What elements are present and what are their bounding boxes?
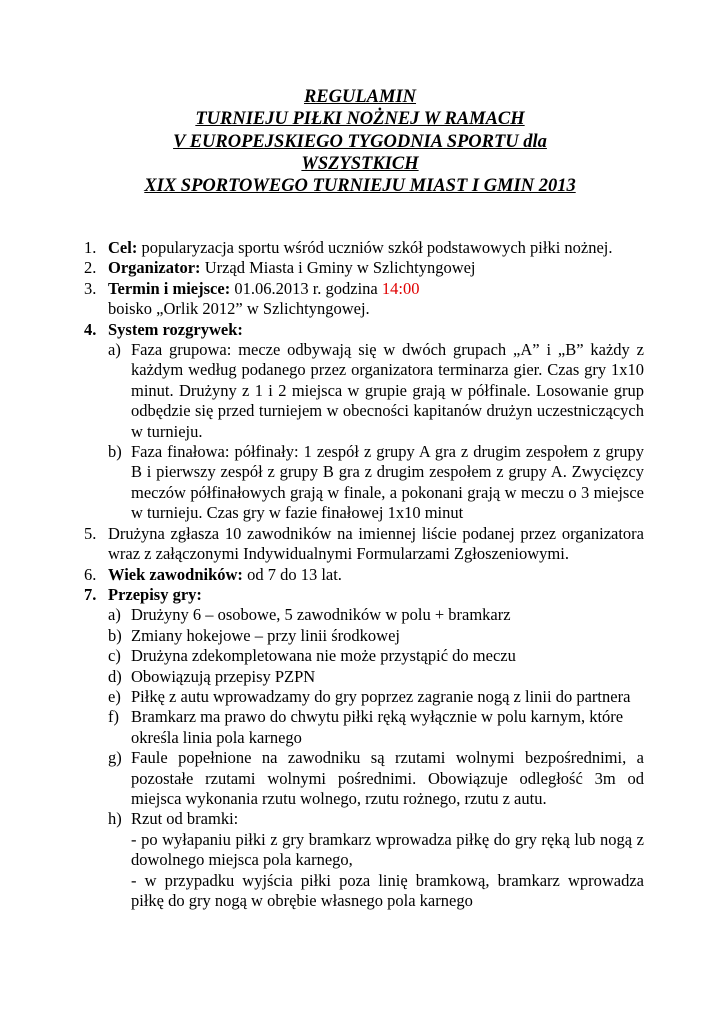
sub-item-text: Drużyna zdekompletowana nie może przystąpić do meczu <box>131 646 516 666</box>
title-line-2: TURNIEJU PIŁKI NOŻNEJ W RAMACH <box>195 109 525 130</box>
sub-item-fouls <box>108 748 644 809</box>
item-label: Przepisy gry: <box>108 584 202 604</box>
item-text: Urząd Miasta i Gminy w Szlichtyngowej <box>200 258 476 278</box>
item-number: 1. <box>84 238 97 257</box>
document-title <box>90 86 630 197</box>
title-line-3: V EUROPEJSKIEGO TYGODNIA SPORTU dla <box>173 131 547 152</box>
list-item-team-registration <box>84 524 644 565</box>
title-line-5: XIX SPORTOWEGO TURNIEJU MIAST I GMIN 2013 <box>144 176 576 197</box>
sub-item-letter: b) <box>108 442 122 462</box>
goal-kick-point-2: - w przypadku wyjścia piłki poza linię bramkową, bramkarz wprowadza piłkę do gry nogą w obrębie własnego pola karnego <box>131 870 644 910</box>
item-text: od 7 do 13 lat. <box>242 564 342 584</box>
sub-item-group-phase <box>108 340 644 442</box>
sub-item-final-phase <box>108 442 644 524</box>
sub-item-text: Drużyny 6 – osobowe, 5 zawodników w polu + bramkarz <box>131 605 511 625</box>
sub-item-pzpn-rules <box>108 667 644 687</box>
item-number: 6. <box>84 564 97 584</box>
sub-item-letter: b) <box>108 625 122 645</box>
sub-item-incomplete-team <box>108 646 644 666</box>
sub-item-substitutions <box>108 626 644 646</box>
list-item-organizer <box>84 258 644 278</box>
item-label: Organizator: <box>108 258 201 278</box>
item-text: Drużyna zgłasza 10 zawodników na imiennej liście podanej przez organizatora wraz z załączonymi Indywidualnymi Formularzami Zgłoszeniowymi. <box>108 523 644 564</box>
venue-text: boisko „Orlik 2012” w Szlichtyngowej. <box>108 299 370 319</box>
list-item-game-rules <box>84 585 644 912</box>
title-line-1: REGULAMIN <box>303 87 417 107</box>
start-time: 14:00 <box>381 278 420 298</box>
item-number: 4. <box>84 319 97 339</box>
item-text: 01.06.2013 r. godzina <box>230 278 382 298</box>
item-number: 2. <box>84 258 97 278</box>
sub-item-team-size <box>108 605 644 625</box>
title-line-4: WSZYSTKICH <box>301 153 419 174</box>
sub-item-letter: e) <box>108 686 121 706</box>
sub-item-letter: c) <box>108 646 121 666</box>
sub-item-letter: a) <box>108 605 121 625</box>
item-number: 7. <box>84 584 97 604</box>
goal-kick-point-1: - po wyłapaniu piłki z gry bramkarz wprowadza piłkę do gry ręką lub nogą z dowolnego miejsca pola karnego, <box>131 829 644 870</box>
sub-item-text: Faza finałowa: półfinały: 1 zespół z grupy A gra z drugim zespołem z grupy B i pierwszy zespół z grupy B gra z drugim zespołem z grupy A. Zwycięzcy meczów półfinałowych grają w finale, a pokonani grają w meczu o 3 miejsce w turnieju. Czas gry w fazie finałowej 1x10 minut <box>131 442 644 523</box>
sub-item-text: Faza grupowa: mecze odbywają się w dwóch grupach „A” i „B” każdy z każdym według podanego przez organizatora terminarza gier. Czas gry 1x10 minut. Drużyny z 1 i 2 miejsca w grupie grają w półfinale. Losowanie grup odbędzie się przed turniejem w obecności kapitanów drużyn uczestniczących w turnieju. <box>131 340 644 441</box>
regulation-list <box>84 238 644 911</box>
sub-item-goal-kick <box>108 809 644 911</box>
list-item-goal <box>84 238 644 258</box>
sub-item-text: Bramkarz ma prawo do chwytu piłki ręką wyłącznie w polu karnym, które określa linia pola karnego <box>131 707 624 747</box>
sub-item-letter: f) <box>108 707 119 727</box>
sub-item-throw-in <box>108 687 644 707</box>
item-text: popularyzacja sportu wśród uczniów szkół podstawowych piłki nożnej. <box>137 238 613 257</box>
sub-item-text: Piłkę z autu wprowadzamy do gry poprzez zagranie nogą z linii do partnera <box>131 686 631 706</box>
sub-item-text: Zmiany hokejowe – przy linii środkowej <box>131 625 400 645</box>
sub-item-text: Faule popełnione na zawodniku są rzutami wolnymi bezpośrednimi, a pozostałe rzutami wolnymi pośrednimi. Obowiązuje odległość 3m od miejsca wykonania rzutu wolnego, rzutu rożnego, rzutu z autu. <box>131 748 644 808</box>
item-label: Termin i miejsce: <box>108 278 231 298</box>
list-item-date-place <box>84 279 644 320</box>
sub-item-letter: d) <box>108 666 122 686</box>
item-number: 3. <box>84 278 97 298</box>
list-item-player-age <box>84 565 644 585</box>
sub-item-letter: a) <box>108 340 121 360</box>
sub-item-text: Rzut od bramki: <box>131 809 239 829</box>
list-item-game-system <box>84 320 644 524</box>
item-label: Cel: <box>108 238 138 257</box>
sub-item-text: Obowiązują przepisy PZPN <box>131 666 316 686</box>
item-label: System rozgrywek: <box>108 319 243 339</box>
item-number: 5. <box>84 523 97 543</box>
sub-item-letter: g) <box>108 748 122 768</box>
item-label: Wiek zawodników: <box>108 564 243 584</box>
sub-item-letter: h) <box>108 809 122 829</box>
sub-item-goalkeeper-hands <box>108 707 644 748</box>
